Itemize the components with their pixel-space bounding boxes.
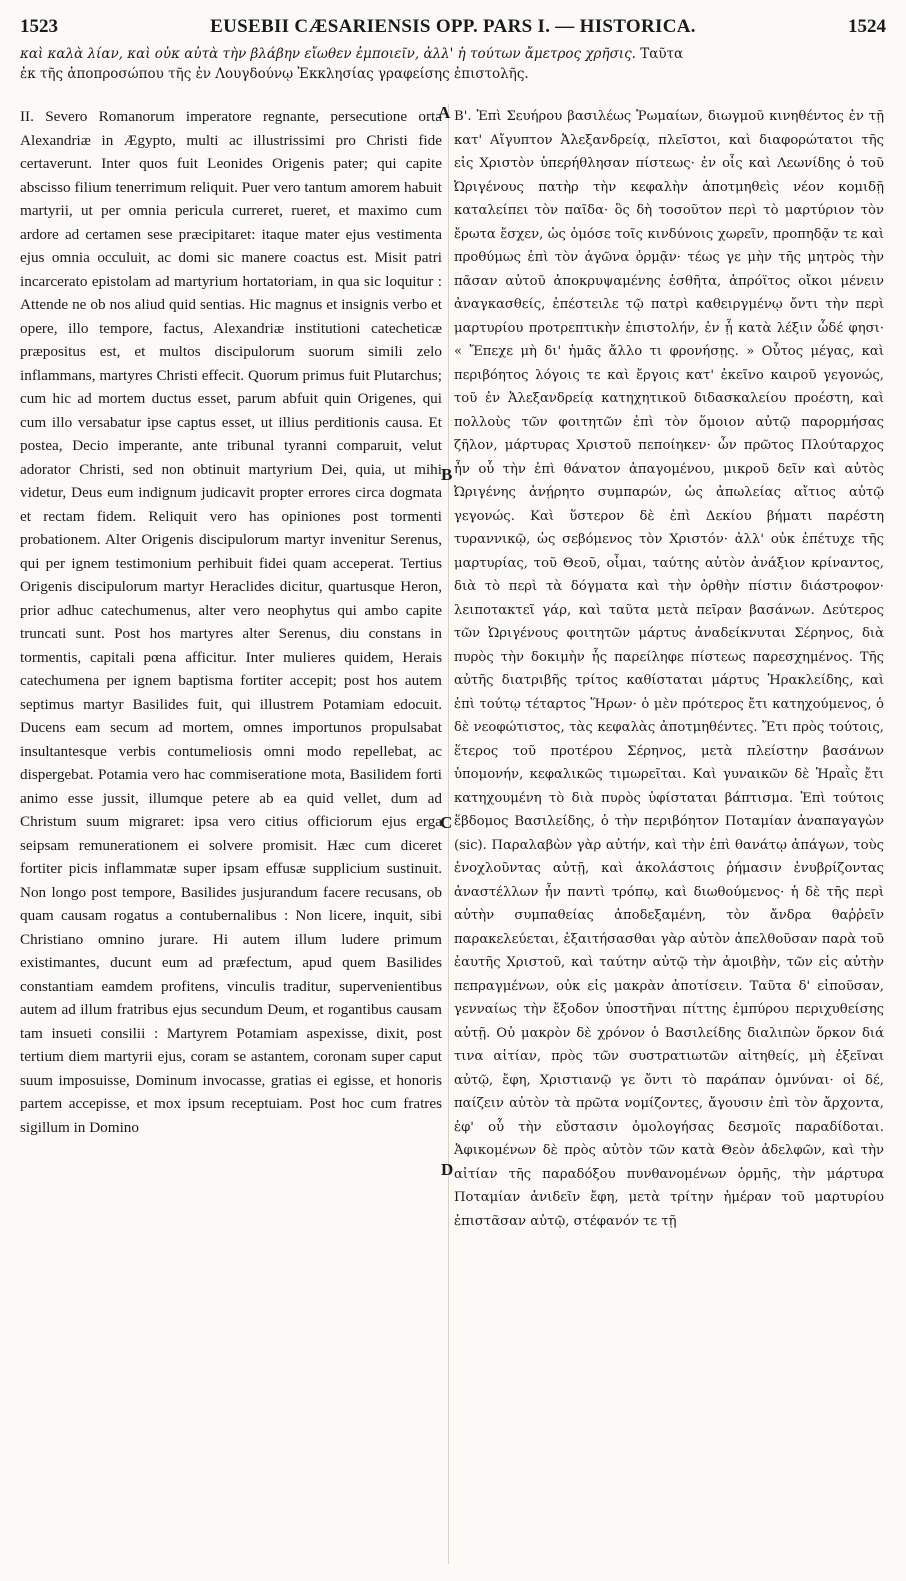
page-number-left: 1523 xyxy=(20,16,58,37)
page-number-right: 1524 xyxy=(848,16,886,37)
running-header xyxy=(20,16,886,40)
carryover-text xyxy=(20,44,886,84)
carryover-line-1 xyxy=(20,44,886,64)
latin-paragraph: II. Severo Romanorum imperatore regnante, persecutione orta Alexandriæ in Ægypto, multi ac illustrissimi pro Christi fide certaverunt. Inter quos fuit Leonides Origenis pater; qui capite abscisso filium tenerrimum reliquit. Puer vero tantum amorem habuit martyrii, ut per omnia pericula curreret, rueret, et maximo cum ardore ad certamen sese præcipitaret: itaque mater ejus vestimenta ejus omnia occuluit, ac domi sic manere coactus est. Misit patri incarcerato epistolam ad martyrium hortatoriam, in qua sic loquitur : Attende ne ob nos aliud quid sentias. Hic magnus et insignis verbo et opere, illo tempore, factus, Alexandriæ institutioni catecheticæ præpositus est, et multos discipulorum suorum simili zelo inflammans, martyres Christi effecit. Quorum primus fuit Plutarchus; cum hic ad mortem ductus esset, parum abfuit quin Origenes, qui cum illo versabatur ipse captus esset, ut illius perditionis causa. Et postea, Decio imperante, ante tribunal tyranni comparuit, velut adorator Christi, sed non obtinuit martyrium Dei, quia, ut mihi videtur, Deus eum indignum judicavit propter errores circa dogmata et rectam fidem. Reliquit vero has opiniones post tormenti probationem. Alter Origenis discipulorum martyr invenitur Serenus, qui per ignem testimonium perhibuit fidei quam acceperat. Tertius Origenis discipulorum martyr Heraclides dicitur, quartusque Heron, prior adhuc catechumenus, alter vero neophytus qui ambo capite truncati sunt. Post hos martyres alter Serenus, diu constans in tormentis, capitali pœna afficitur. Inter mulieres quidem, Herais catechumena per ignem baptisma fortiter accepit; post hos autem septimus martyr Basilides fuit, qui illustrem Potamiam edocuit. Ducens eam secum ad mortem, omnes importunos propulsabat insultantesque verbis contumeliosis omni modo repellebat, ac dispergebat. Potamia vero hac commiseratione mota, Basilidem forti animo esse jussit, illumque petere ab ea quid vellet, dum ad Christum suum migraret: ipsa vero citius officiorum ejus erga seipsam remunerationem ei solvere promisit. Hæc cum diceret fortiter picis inflammatæ super ipsam effusæ supplicium sustinuit. Non longo post tempore, Basilides jusjurandum facere recusans, ob quam causam rogatus a contubernalibus : Non licere, inquit, sibi Christiano omnino jurare. Hi autem illum ludere primum existimantes, ducunt eum ad præfectum, apud quem Basilides constantiam eamdem profitens, vinculis traditur, supervenientibus autem ad illum fratribus ejus secundum Deum, et rogantibus causam tam insueti consilii : Martyrem Potamiam aspexisse, dixit, post tertium diem martyrii ejus, coram se astantem, coronam super caput suum imposuisse, Dominum invocasse, gratias ei egisse, et honoris partem accepisse, et mox ipsum receptuiam. Post hoc cum fratres sigillum in Domino xyxy=(20,108,442,1136)
margin-marker-a: A xyxy=(438,103,451,122)
latin-column xyxy=(20,105,442,1139)
running-title: EUSEBII CÆSARIENSIS OPP. PARS I. — HISTORICA. xyxy=(210,16,696,37)
carryover-greek-italic: καὶ καλὰ λίαν, καὶ οὐκ αὐτὰ τὴν βλάβην εἴωθεν ἐμποιεῖν, ἀλλ' ἡ τούτων ἄμετρος χρῆσις. xyxy=(20,46,636,62)
margin-marker-d: D xyxy=(441,1160,454,1179)
margin-marker-c: C xyxy=(440,813,453,832)
carryover-line-2: ἐκ τῆς ἀποπροσώπου τῆς ἐν Λουγδούνῳ Ἐκκλησίας γραφείσης ἐπιστολῆς. xyxy=(20,66,529,82)
greek-column xyxy=(454,105,884,1233)
carryover-greek-upright: Ταῦτα xyxy=(635,46,684,62)
greek-paragraph: Β'. Ἐπὶ Σευήρου βασιλέως Ῥωμαίων, διωγμοῦ κινηθέντος ἐν τῇ κατ' Αἴγυπτον Ἀλεξανδρείᾳ, πλεῖστοι, καὶ διαφορώτατοι τῆς εἰς Χριστὸν ὑπερήθλησαν πίστεως· ἐν οἷς καὶ Λεωνίδης ὁ τοῦ Ὠριγένους πατὴρ τὴν κεφαλὴν ἀποτμηθεὶς νέον κομιδῇ καταλείπει τὸν παῖδα· ὃς δὴ τοσοῦτον περὶ τὸ μαρτύριον τὸν ἔρωτα ἔσχεν, ὡς ὁμόσε τοῖς κινδύνοις χωρεῖν, προπηδᾷν τε καὶ προθύμως ἐπὶ τὸν ἀγῶνα ὁρμᾷν· τέως γε μὴν τῆς μητρὸς τὴν πᾶσαν αὐτοῦ ἀποκρυψαμένης ἐσθῆτα, ἀπρόϊτος οἴκοι μένειν ἀναγκασθείς, ἐπέστειλε τῷ πατρὶ καθειργμένῳ ὄντι τὴν περὶ μαρτυρίου προτρεπτικὴν ἐπιστολήν, ἐν ᾗ κατὰ λέξιν ὧδέ φησι· « Ἔπεχε μὴ δι' ἡμᾶς ἄλλο τι φρονήσῃς. » Οὗτος μέγας, καὶ περιβόητος λόγοις τε καὶ ἔργοις κατ' ἐκεῖνο καιροῦ γεγονώς, τοῦ ἐν Ἀλεξανδρείᾳ κατηχητικοῦ διδασκαλείου προέστη, καὶ πολλοὺς τῶν φοιτητῶν ἐπὶ τὸν ὅμοιον αὐτῷ παρορμήσας ζῆλον, μάρτυρας Χριστοῦ πεποίηκεν· ὧν πρῶτος Πλούταρχος ἦν οὗ τὴν ἐπὶ θάνατον ἀπαγομένου, μικροῦ δεῖν καὶ αὐτὸς Ὠριγένης ἀνῄρητο συμπαρών, ὡς ἀπωλείας αἴτιος αὐτῷ γεγονώς. Καὶ ὕστερον δὲ ἐπὶ Δεκίου βήματι παρέστη τυραννικῷ, ὡς σεβόμενος τὸν Χριστόν· ἀλλ' οὐκ ἐπέτυχε τῆς μαρτυρίας, τοῦ Θεοῦ, οἶμαι, ταύτης αὐτὸν ἀνάξιον κρίναντος, διὰ τὸ περὶ τὰ δόγματα καὶ τὴν ὀρθὴν πίστιν διάστροφον· λειποτακτεῖ γάρ, καὶ ταῦτα μετὰ πεῖραν βασάνων. Δεύτερος τῶν Ὠριγένους φοιτητῶν μάρτυς ἀναδείκνυται Σέρηνος, διὰ πυρὸς τὴν δοκιμὴν ἧς παρείληφε πίστεως παρεσχημένος. Τῆς αὐτῆς διατριβῆς τρίτος καθίσταται μάρτυς Ἡρακλείδης, καὶ ἐπὶ τούτῳ τέταρτος Ἥρων· ὁ μὲν πρότερος ἔτι κατηχούμενος, ὁ δὲ νεοφώτιστος, τὰς κεφαλὰς ἀποτμηθέντες. Ἔτι πρὸς τούτοις, ἕτερος τοῦ προτέρου Σέρηνος, μετὰ πλείστην βασάνων ὑπομονήν, κεφαλικῶς τιμωρεῖται. Καὶ γυναικῶν δὲ Ἡραῒς ἔτι κατηχουμένη τὸ διὰ πυρὸς ὑφίσταται βάπτισμα. Ἐπὶ τούτοις ἕβδομος Βασιλείδης, ὁ τὴν περιβόητον Ποταμίαν ἀναπαγαγὼν (sic). Παραλαβὼν γὰρ αὐτήν, καὶ τὴν ἐπὶ θανάτῳ ἀπάγων, τοὺς ἐνοχλοῦντας αὐτῇ, καὶ ἀκολάστοις ῥήμασιν ἐνυβρίζοντας ἀναστέλλων ἦν παντὶ τρόπῳ, καὶ διωθούμενος· ἡ δὲ τῆς περὶ αὐτὴν συμπαθείας ἀποδεξαμένη, τὸν ἄνδρα θαῤῥεῖν παρακελεύεται, ἐξαιτήσασθαι γὰρ αὐτὸν ἀπελθοῦσαν παρὰ τοῦ ἑαυτῆς Χριστοῦ, καὶ ταύτην αὐτῷ τὴν ἀμοιβὴν, τῶν εἰς αὐτὴν πεπραγμένων, οὐκ εἰς μακρὰν ἀποτίσειν. Ταῦτα δ' εἰποῦσαν, γενναίως τὴν ἔξοδον ὑποστῆναι πίττης ἐμπύρου περιχυθείσης αὐτῇ. Οὐ μακρὸν δὲ χρόνον ὁ Βασιλείδης διαλιπὼν ὅρκον διά τινα αἰτίαν, πρὸς τῶν συστρατιωτῶν αἰτηθείς, μὴ ἐξεῖναι αὐτῷ, ἔφη, Χριστιανῷ γε ὄντι τὸ παράπαν ὀμνύναι· οἱ δέ, παίζειν αὐτὸν τὰ πρῶτα νομίζοντες, ἄγουσιν ἐπὶ τὸν ἄρχοντα, ἐφ' οὗ τὴν εὔστασιν ὁμολογήσας δεσμοῖς παραδίδοται. Ἀφικομένων δὲ πρὸς αὐτὸν τῶν κατὰ Θεὸν ἀδελφῶν, καὶ τὴν αἰτίαν τῆς παραδόξου πυνθανομένων ὁρμῆς, τὴν μάρτυρα Ποταμίαν ἀνιδεῖν ἔφη, μετὰ τρίτην ἡμέραν τοῦ μαρτυρίου ἐπιστᾶσαν αὐτῷ, στέφανόν τε τῇ xyxy=(454,109,884,1229)
column-divider xyxy=(448,104,449,1564)
margin-marker-b: B xyxy=(441,465,453,484)
